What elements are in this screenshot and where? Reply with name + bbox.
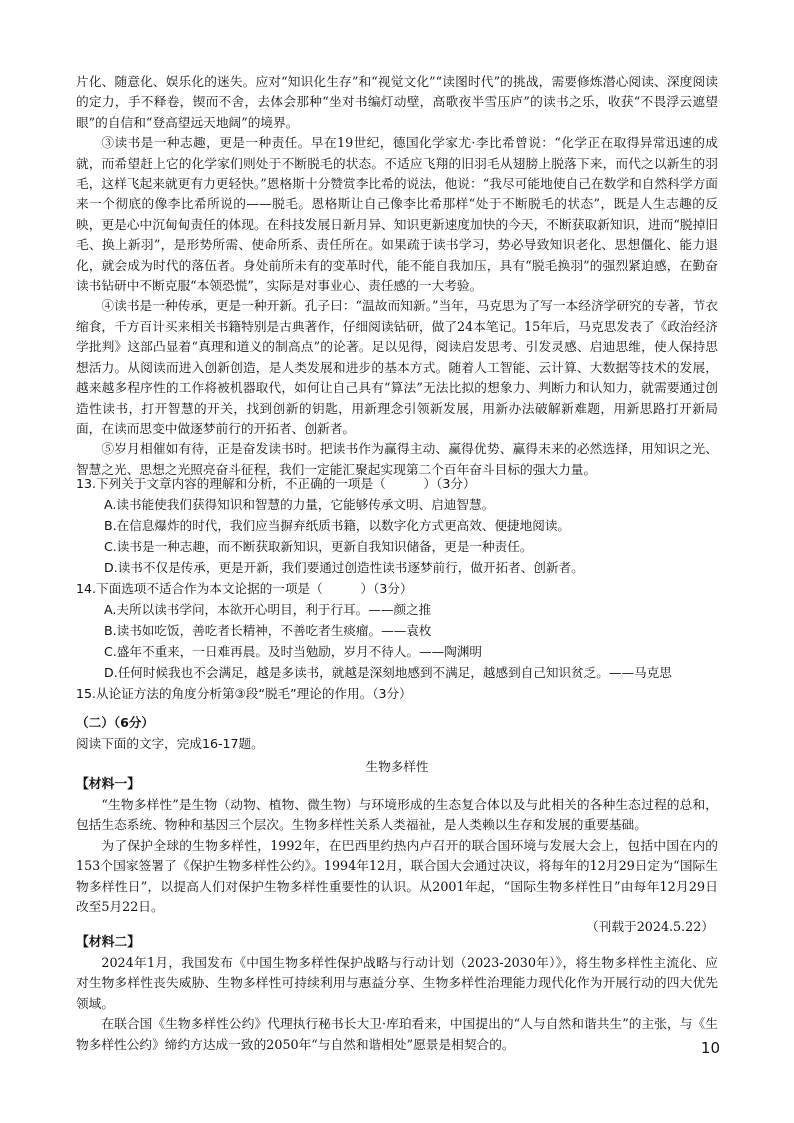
question-14-option-a: A.夫所以读书学问，本欲开心明目，利于行耳。——颜之推 [104,602,432,617]
material-1-paragraph-1: “生物多样性”是生物（动物、植物、微生物）与环境形成的生态复合体以及与此相关的各种生态过程的总和，包括生态系统、物种和基因三个层次。生物多样性关系人类福祉，是人类赖以生存和发展的重要基础。 [76,797,718,833]
question-13-option-d: D.读书不仅是传承，更是开新，我们要通过创造性读书逐梦前行，做开拓者、创新者。 [104,560,584,575]
essay-paragraph-2-tail: 片化、随意化、娱乐化的迷失。应对“知识化生存”和“视觉文化”“读图时代”的挑战，需要修炼潜心阅读、深度阅读的定力，手不释卷，锲而不舍，去体会那种“坐对书编灯动壁，高歌夜半雪压庐”的读书之乐，收获“不畏浮云遮望眼”的自信和“登高望远天地阔”的境界。 [76,74,718,130]
questions-section [76,473,718,704]
question-15-stem: 15.从论证方法的角度分析第③段“脱毛”理论的作用。（3分） [76,686,412,701]
material-1 [76,774,718,938]
material-2-label: 【材料二】 [76,935,140,950]
section-2-instruction: 阅读下面的文字，完成16-17题。 [76,736,264,751]
article-title: 生物多样性 [365,759,429,774]
question-14-stem: 14.下面选项不适合作为本文论据的一项是（ ）（3分） [76,581,413,596]
question-13-option-c: C.读书是一种志趣，而不断获取新知识，更新自我知识储备，更是一种责任。 [104,539,533,554]
material-1-source: （刊载于2024.5.22） [585,919,714,935]
essay-paragraph-4: ④读书是一种传承，更是一种开新。孔子曰：“温故而知新。”当年，马克思为了写一本经济学研究的专著，节衣缩食，千方百计买来相关书籍特别是古典著作，仔细阅读钻研，做了24本笔记。15年后，马克思发表了《政治经济学批判》这部凸显着“真理和道义的制高点”的论著。足以见得，阅读启发思考、引发灵感、启迪思维，使人保持思想活力。从阅读而进入创新创造，是人类发展和进步的基本方式。随着人工智能、云计算、大数据等技术的发展，越来越多程序性的工作将被机器取代，如何让自己具有“算法”无法比拟的想象力、判断力和认知力，就需要通过创造性读书，打开智慧的开关，找到创新的钥匙，用新理念引领新发展，用新办法破解新难题，用新思路打开新局面，在读而思变中做逐梦前行的开拓者、创新者。 [76,298,718,436]
question-13-stem: 13.下列关于文章内容的理解和分析，不正确的一项是（ ）（3分） [76,476,476,491]
material-1-paragraph-2: 为了保护全球的生物多样性，1992年，在巴西里约热内卢召开的联合国环境与发展大会上，包括中国在内的153个国家签署了《保护生物多样性公约》。1994年12月，联合国大会通过决议，将每年的12月29日定为“国际生物多样性日”，以提高人们对保护生物多样性重要性的认识。从2001年起，“国际生物多样性日”由每年12月29日改至5月22日。 [76,837,718,915]
question-14-option-c: C.盛年不重来，一日难再晨。及时当勉励，岁月不待人。——陶渊明 [104,644,483,659]
essay-paragraph-5: ⑤岁月相催如有待，正是奋发读书时。把读书作为赢得主动、赢得优势、赢得未来的必然选择，用知识之光、智慧之光、思想之光照亮奋斗征程，我们一定能汇聚起实现第二个百年奋斗目标的强大力量。 [76,441,718,477]
question-13 [76,473,718,578]
question-14-option-d: D.任何时候我也不会满足，越是多读书，就越是深刻地感到不满足，越感到自己知识贫乏。——马克思 [104,665,672,680]
section-2-header: （二）（6分） [76,715,155,730]
question-14 [76,578,718,683]
question-14-option-b: B.读书如吃饭，善吃者长精神，不善吃者生痰瘤。——袁枚 [104,623,432,638]
material-2-paragraph-2: 在联合国《生物多样性公约》代理执行秘书长大卫·库珀看来，中国提出的“人与自然和谐共生”的主张，与《生物多样性公约》缔约方达成一致的2050年“与自然和谐相处”愿景是相契合的。 [76,1016,718,1052]
question-13-option-a: A.读书能使我们获得知识和智慧的力量，它能够传承文明、启迪智慧。 [104,497,495,512]
material-2 [76,932,718,1055]
reading-section-2 [76,712,718,777]
essay-paragraph-3: ③读书是一种志趣，更是一种责任。早在19世纪，德国化学家尤·李比希曾说：“化学正在取得异常迅速的成就，而希望赶上它的化学家们则处于不断脱毛的状态。不适应飞翔的旧羽毛从翅膀上脱落下来，而代之以新生的羽毛，这样飞起来就更有力更轻快。”恩格斯十分赞赏李比希的说法，他说：“我尽可能地使自己在数学和自然科学方面来一个彻底的像李比希所说的——脱毛。恩格斯让自己像李比希那样“处于不断脱毛的状态”，既是人生志趣的反映，更是心中沉甸甸责任的体现。在科技发展日新月异、知识更新速度加快的今天，不断获取新知识，进而“脱掉旧毛、换上新羽”，是形势所需、使命所系、责任所在。如果疏于读书学习，势必导致知识老化、思想僵化、能力退化，就会成为时代的落伍者。身处前所未有的变革时代，能不能自我加压，具有“脱毛换羽”的强烈紧迫感，在勤奋读书钻研中不断克服“本领恐慌”，实际是对事业心、责任感的一大考验。 [76,135,718,294]
question-13-option-b: B.在信息爆炸的时代，我们应当摒弃纸质书籍，以数字化方式更高效、便捷地阅读。 [104,518,571,533]
page-number: 10 [700,1039,720,1057]
essay-section [76,72,718,480]
material-1-label: 【材料一】 [76,777,140,792]
material-2-paragraph-1: 2024年1月，我国发布《中国生物多样性保护战略与行动计划（2023-2030年）》，将生物多样性主流化、应对生物多样性丧失威胁、生物多样性可持续利用与惠益分享、生物多样性治理能力现代化作为开展行动的四大优先领域。 [76,955,718,1011]
